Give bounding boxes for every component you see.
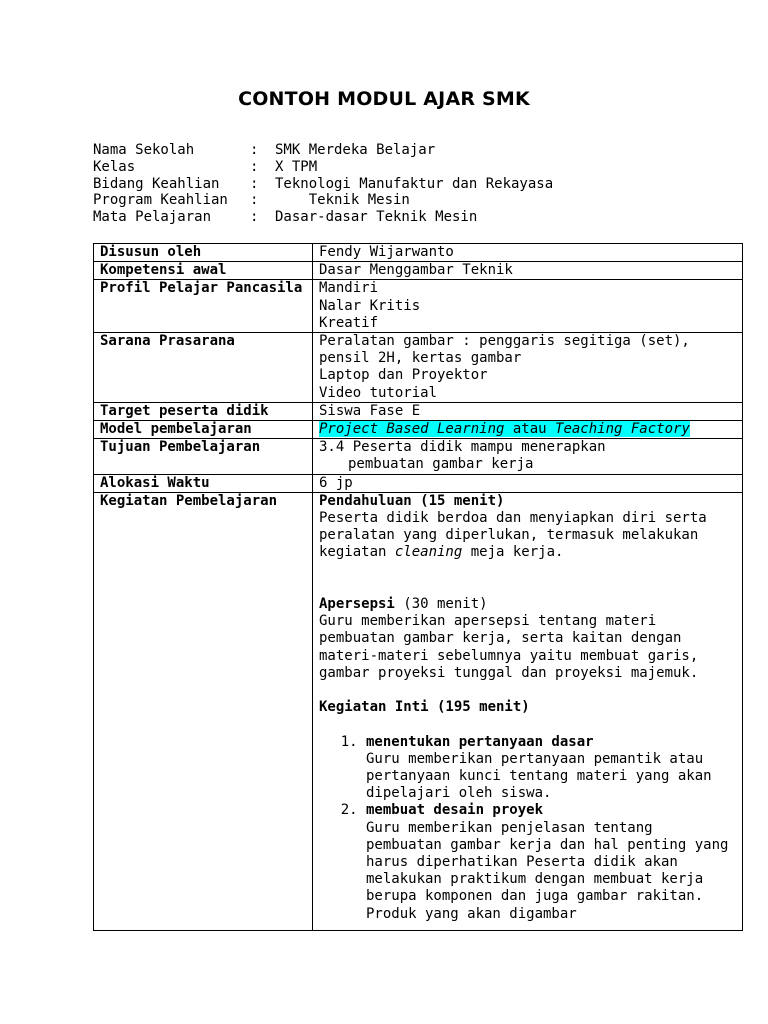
table-row: [94, 280, 743, 333]
table-row: [94, 333, 743, 403]
apersepsi-text: Guru memberikan apersepsi tentang materi pembuatan gambar kerja, serta kaitan dengan materi-materi sebelumnya yaitu membuat garis, gambar proyeksi tunggal dan proyeksi majemuk.: [319, 613, 699, 681]
model-highlight: [319, 421, 690, 437]
table-row: [94, 244, 743, 262]
school-info: [93, 142, 553, 226]
table-row: [94, 474, 743, 492]
list-item: [366, 734, 736, 803]
row-label: Alokasi Waktu: [94, 474, 313, 492]
info-colon: :: [250, 158, 259, 175]
row-value: [313, 421, 743, 439]
step-text: Guru memberikan pertanyaan pemantik atau pertanyaan kunci tentang materi yang akan dipelajari oleh siswa.: [366, 750, 712, 802]
info-key: Program Keahlian: [93, 192, 228, 209]
step-title: 1. menentukan pertanyaan dasar: [366, 733, 594, 750]
row-label: Kegiatan Pembelajaran: [94, 492, 313, 930]
info-colon: :: [250, 192, 259, 209]
info-colon: :: [250, 175, 259, 192]
table-row: [94, 492, 743, 930]
row-value: Siswa Fase E: [313, 402, 743, 420]
pendahuluan-text-a: Peserta didik berdoa dan menyiapkan diri serta peralatan yang diperlukan, termasuk melakukan kegiatan: [319, 510, 707, 561]
row-value: [313, 280, 743, 333]
info-value: SMK Merdeka Belajar: [275, 142, 436, 158]
list-item: [366, 802, 736, 922]
row-value: Dasar Menggambar Teknik: [313, 262, 743, 280]
row-value: [313, 492, 743, 930]
tujuan-line: pembuatan gambar kerja: [348, 456, 534, 473]
spacer: [319, 716, 736, 733]
info-value: Teknik Mesin: [275, 192, 410, 209]
apersepsi-title: Apersepsi: [319, 596, 395, 613]
step-title: 2. membuat desain proyek: [366, 802, 544, 819]
row-label: Target peserta didik: [94, 402, 313, 420]
row-label: Disusun oleh: [94, 244, 313, 262]
info-value: Dasar-dasar Teknik Mesin: [275, 209, 478, 226]
row-label: Kompetensi awal: [94, 262, 313, 280]
pendahuluan-title: Pendahuluan (15 menit): [319, 492, 505, 509]
info-key: Mata Pelajaran: [93, 209, 212, 226]
table-row: [94, 421, 743, 439]
info-colon: :: [250, 209, 259, 226]
profil-item: Mandiri: [319, 280, 379, 297]
inti-steps: [319, 734, 736, 923]
sarana-item: Peralatan gambar : penggaris segitiga (set), pensil 2H, kertas gambar: [319, 333, 690, 367]
row-value: [313, 333, 743, 403]
model-tefa: Teaching Factory: [555, 421, 690, 438]
pendahuluan-text: [319, 510, 736, 562]
info-colon: :: [250, 142, 259, 158]
info-row-class: [93, 159, 553, 176]
tujuan-line: 3.4 Peserta didik mampu menerapkan: [319, 439, 606, 456]
document-title: CONTOH MODUL AJAR SMK: [238, 88, 530, 110]
apersepsi-heading: [319, 596, 736, 613]
step-text: Guru memberikan penjelasan tentang pembuatan gambar kerja dan hal penting yang harus diperhatikan Peserta didik akan melakukan praktikum dengan membuat kerja berupa komponen dan juga gambar rakitan. Produk yang akan digambar: [366, 819, 729, 922]
info-key: Bidang Keahlian: [93, 175, 220, 192]
model-pbl: Project Based Learning: [319, 421, 505, 438]
table-row: [94, 262, 743, 280]
info-row-school: [93, 142, 553, 159]
info-key: Nama Sekolah: [93, 142, 195, 158]
pendahuluan-text-b: meja kerja.: [462, 544, 564, 561]
info-row-field: [93, 176, 553, 193]
module-table: [93, 243, 743, 931]
info-value: X TPM: [275, 158, 318, 175]
row-label: Tujuan Pembelajaran: [94, 439, 313, 474]
row-label: Profil Pelajar Pancasila: [94, 280, 313, 333]
profil-item: Nalar Kritis: [319, 297, 421, 314]
inti-title: Kegiatan Inti (195 menit): [319, 699, 530, 716]
sarana-item: Laptop dan Proyektor: [319, 367, 488, 384]
kegiatan-content: [319, 493, 736, 930]
sarana-item: Video tutorial: [319, 384, 438, 401]
row-value: [313, 439, 743, 474]
row-value: Fendy Wijarwanto: [313, 244, 743, 262]
info-row-program: [93, 192, 553, 209]
info-row-subject: [93, 209, 553, 226]
row-value: 6 jp: [313, 474, 743, 492]
spacer: [319, 562, 736, 579]
profil-item: Kreatif: [319, 314, 379, 331]
table-row: [94, 439, 743, 474]
table-row: [94, 402, 743, 420]
row-label: Sarana Prasarana: [94, 333, 313, 403]
info-value: Teknologi Manufaktur dan Rekayasa: [275, 175, 554, 192]
pendahuluan-emphasis: cleaning: [394, 544, 463, 561]
spacer: [319, 579, 736, 596]
model-or: atau: [504, 421, 556, 438]
spacer: [319, 682, 736, 699]
apersepsi-time: (30 menit): [394, 596, 488, 613]
row-label: Model pembelajaran: [94, 421, 313, 439]
info-key: Kelas: [93, 158, 136, 175]
